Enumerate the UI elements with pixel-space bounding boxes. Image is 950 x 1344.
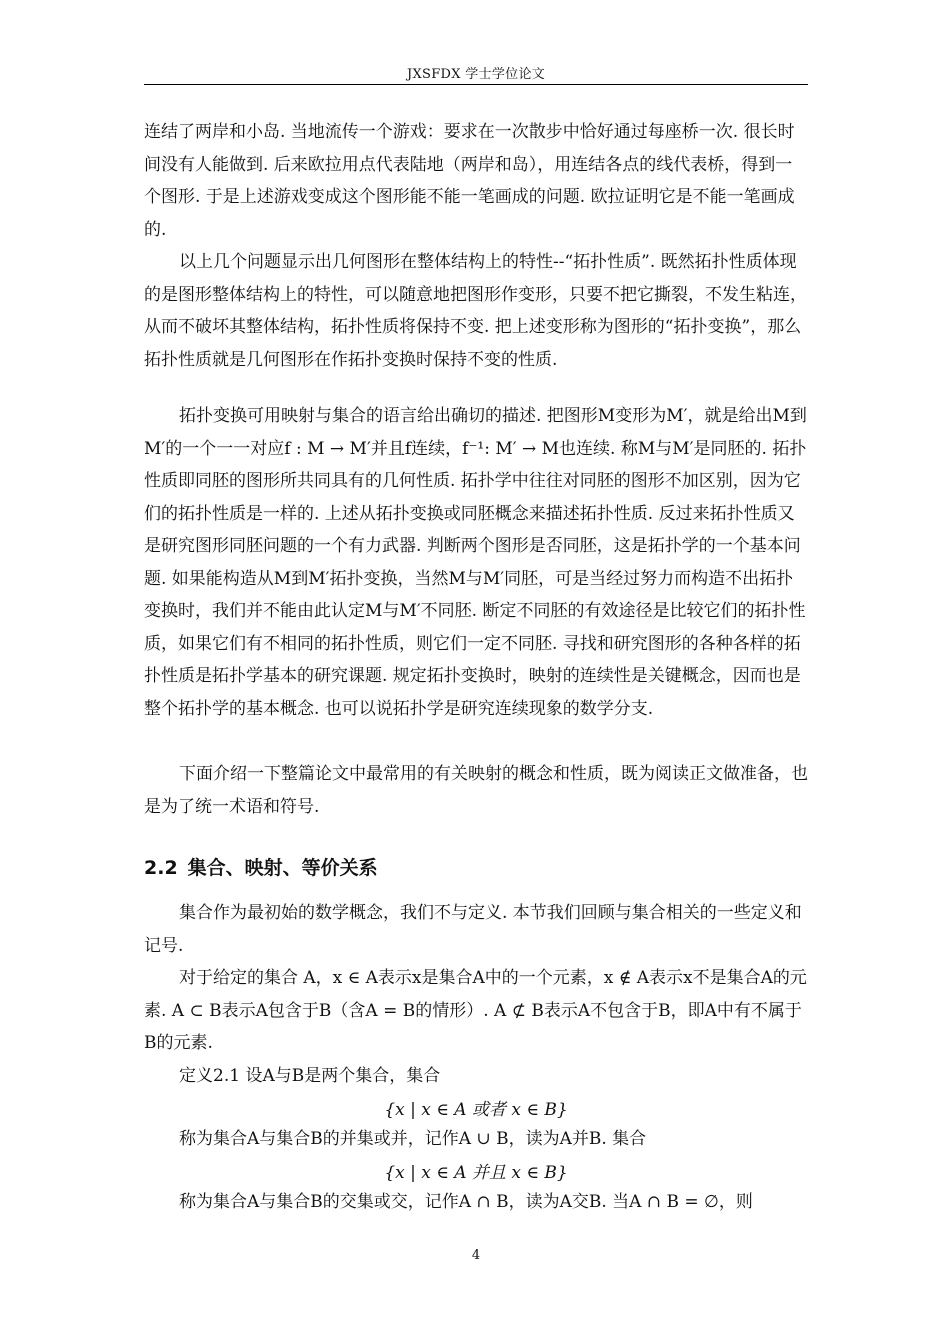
paragraph-homeomorphism: 拓扑变换可用映射与集合的语言给出确切的描述. 把图形M变形为M′，就是给出M到M′的一个一一对应f : M → M′并且f连续，f⁻¹: M′ → M也连续. 称M与M′是同胚的. 拓扑性质即同胚的图形所共同具有的几何性质. 拓扑学中往往对同胚的图形不加区别，因为它们的拓扑性质是一样的. 上述从拓扑变换或同胚概念来描述拓扑性质. 反过来拓扑性质又是研究图形同胚问题的一个有力武器. 判断两个图形是否同胚，这是拓扑学的一个基本问题. 如果能构造从M到M′拓扑变换，当然M与M′同胚，可是当经过努力而构造不出拓扑变换时，我们并不能由此认定M与M′不同胚. 断定不同胚的有效途径是比较它们的拓扑性质，如果它们有不相同的拓扑性质，则它们一定不同胚. 寻找和研究图形的各种各样的拓扑性质是拓扑学基本的研究课题. 规定拓扑变换时，映射的连续性是关键概念，因而也是整个拓扑学的基本概念. 也可以说拓扑学是研究连续现象的数学分支.	[144, 406, 807, 719]
paragraph-konigsberg: 连结了两岸和小岛. 当地流传一个游戏：要求在一次散步中恰好通过每座桥一次. 很长时间没有人能做到. 后来欧拉用点代表陆地（两岸和岛），用连结各点的线代表桥，得到一个图形. 于是上述游戏变成这个图形能不能一笔画成的问题. 欧拉证明它是不能一笔画成的.	[144, 122, 795, 240]
section-heading	[144, 853, 808, 880]
formula-intersection: {x | x ∈ A 并且 x ∈ B}	[384, 1163, 568, 1183]
section-title: 集合、映射、等价关系	[187, 857, 378, 879]
paragraph-set-notation: 对于给定的集合 A，x ∈ A表示x是集合A中的一个元素，x ∉ A表示x不是集合A的元素. A ⊂ B表示A包含于B（含A = B的情形）. A ⊄ B表示A不包含于B，即A中有不属于B的元素.	[144, 968, 807, 1053]
section-number: 2.2	[144, 857, 178, 879]
paragraph-topological-property: 以上几个问题显示出几何图形在整体结构上的特性--“拓扑性质”. 既然拓扑性质体现的是图形整体结构上的特性，可以随意地把图形作变形，只要不把它撕裂，不发生粘连，从而不破坏其整体结构，拓扑性质将保持不变. 把上述变形称为图形的“拓扑变换”，那么拓扑性质就是几何图形在作拓扑变换时保持不变的性质.	[144, 252, 807, 370]
paragraph-introduction: 下面介绍一下整篇论文中最常用的有关映射的概念和性质，既为阅读正文做准备，也是为了统一术语和符号.	[144, 764, 808, 817]
intersection-description: 称为集合A与集合B的交集或交，记作A ∩ B，读为A交B. 当A ∩ B = ∅，则	[179, 1192, 753, 1212]
definition-intro: 定义2.1 设A与B是两个集合，集合	[179, 1066, 441, 1086]
header-rule	[144, 84, 808, 85]
union-description: 称为集合A与集合B的并集或并，记作A ∪ B，读为A并B. 集合	[179, 1129, 647, 1149]
running-header: JXSFDX 学士学位论文	[406, 67, 546, 82]
formula-union: {x | x ∈ A 或者 x ∈ B}	[384, 1100, 568, 1120]
paragraph-set-intro: 集合作为最初始的数学概念，我们不与定义. 本节我们回顾与集合相关的一些定义和记号.	[144, 903, 802, 956]
page-number: 4	[471, 1248, 481, 1263]
